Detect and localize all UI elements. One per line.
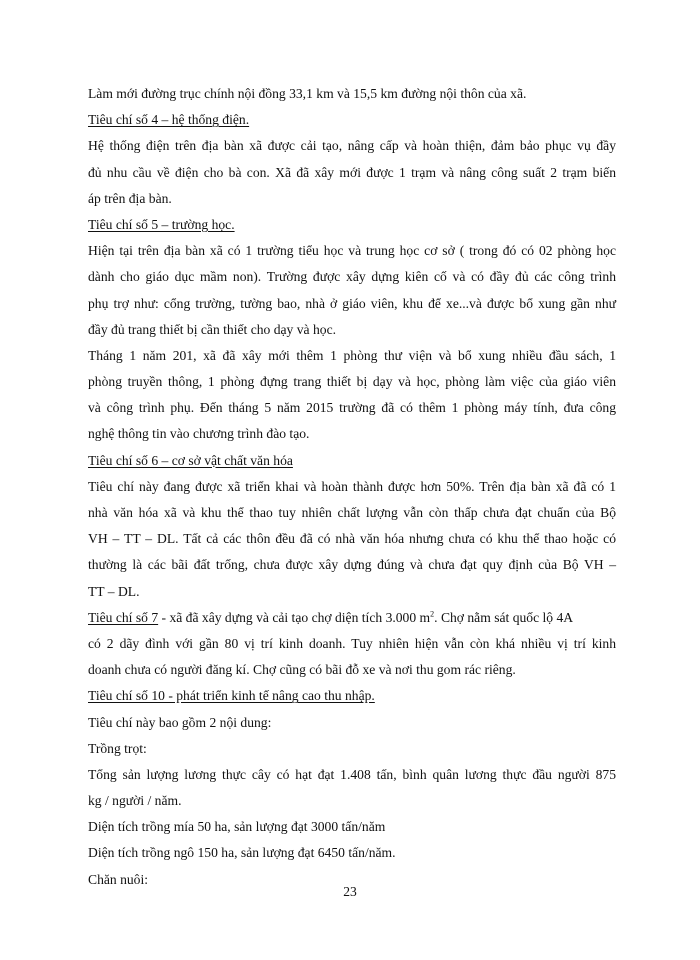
body-line: kg / người / năm.	[88, 793, 182, 809]
section-heading-criterion-7: Tiêu chí số 7	[88, 609, 159, 625]
body-line: VH – TT – DL. Tất cả các thôn đều đã có nhà văn hóa nhưng chưa có khu thể thao hoặc có	[88, 531, 616, 547]
section-heading-criterion-10: Tiêu chí số 10 - phát triển kinh tế nâng cao thu nhập.	[88, 688, 375, 704]
body-line: nghệ thông tin vào chương trình đào tạo.	[88, 426, 310, 442]
body-line: Tiêu chí này đang được xã triển khai và hoàn thành được hơn 50%. Trên địa bàn xã đã có 1	[88, 478, 616, 494]
body-line: đầy đủ trang thiết bị cần thiết cho dạy và học.	[88, 321, 337, 337]
body-line: phòng truyền thông, 1 phòng đựng trang thiết bị dạy và học, phòng làm việc của giáo viên	[88, 374, 616, 390]
page-content	[88, 81, 616, 893]
body-line: Tiêu chí này bao gồm 2 nội dung:	[88, 714, 272, 730]
body-line: phụ trợ như: cổng trường, tường bao, nhà ở giáo viên, khu để xe...và được bổ xung gần như	[88, 295, 616, 311]
body-line: có 2 dãy đình với gần 80 vị trí kinh doanh. Tuy nhiên hiện vẫn còn khá nhiều vị trí kinh	[88, 635, 616, 651]
body-line: Hiện tại trên địa bàn xã có 1 trường tiểu học và trung học cơ sở ( trong đó có 02 phòng học	[88, 243, 616, 259]
section-heading-criterion-4: Tiêu chí số 4 – hệ thống điện.	[88, 112, 250, 128]
body-line: và công trình phụ. Đến tháng 5 năm 2015 trường đã có thêm 1 phòng máy tính, đưa công	[88, 400, 616, 416]
body-line: Hệ thống điện trên địa bàn xã được cải tạo, nâng cấp và hoàn thiện, đảm bảo phục vụ đầy	[88, 138, 616, 154]
body-line: TT – DL.	[88, 583, 140, 599]
superscript: 2	[430, 609, 435, 619]
body-line: doanh chưa có người đăng kí. Chợ cũng có bãi đỗ xe và nơi thu gom rác riêng.	[88, 662, 516, 678]
body-line: nhà văn hóa xã và khu thể thao tuy nhiên chất lượng vẫn còn thấp chưa đạt chuẩn của Bộ	[88, 505, 616, 520]
body-line: thường là các bãi đất trống, chưa được xây dựng đúng và chưa đạt quy định của Bộ VH –	[88, 557, 616, 573]
body-text: - xã đã xây dựng và cải tạo chợ diện tích 3.000 m	[158, 609, 431, 625]
body-line: dành cho giáo dục mầm non). Trường được xây dựng kiên cố và có đầy đủ các công trình	[88, 269, 616, 285]
section-heading-criterion-5: Tiêu chí số 5 – trường học.	[88, 216, 235, 232]
body-line: Làm mới đường trục chính nội đồng 33,1 km và 15,5 km đường nội thôn của xã.	[88, 86, 527, 101]
body-line: Tổng sản lượng lương thực cây có hạt đạt 1.408 tấn, bình quân lương thực đầu người 875	[88, 766, 616, 782]
body-line: Chăn nuôi:	[88, 871, 149, 887]
body-line: đủ nhu cầu về điện cho bà con. Xã đã xây mới được 1 trạm và nâng công suất 2 trạm biến	[88, 164, 616, 180]
body-line: Trồng trọt:	[88, 740, 147, 756]
page-number: 23	[343, 884, 357, 899]
body-text: . Chợ nằm sát quốc lộ 4A	[434, 609, 574, 625]
body-line: Diện tích trồng mía 50 ha, sản lượng đạt 3000 tấn/năm	[88, 819, 386, 835]
body-line: Diện tích trồng ngô 150 ha, sản lượng đạt 6450 tấn/năm.	[88, 845, 396, 861]
section-heading-criterion-6: Tiêu chí số 6 – cơ sở vật chất văn hóa	[88, 452, 293, 468]
body-line: Tháng 1 năm 201, xã đã xây mới thêm 1 phòng thư viện và bổ xung nhiều đầu sách, 1	[88, 347, 616, 363]
body-line: áp trên địa bàn.	[88, 190, 172, 206]
body-line-criterion-7	[88, 605, 616, 631]
